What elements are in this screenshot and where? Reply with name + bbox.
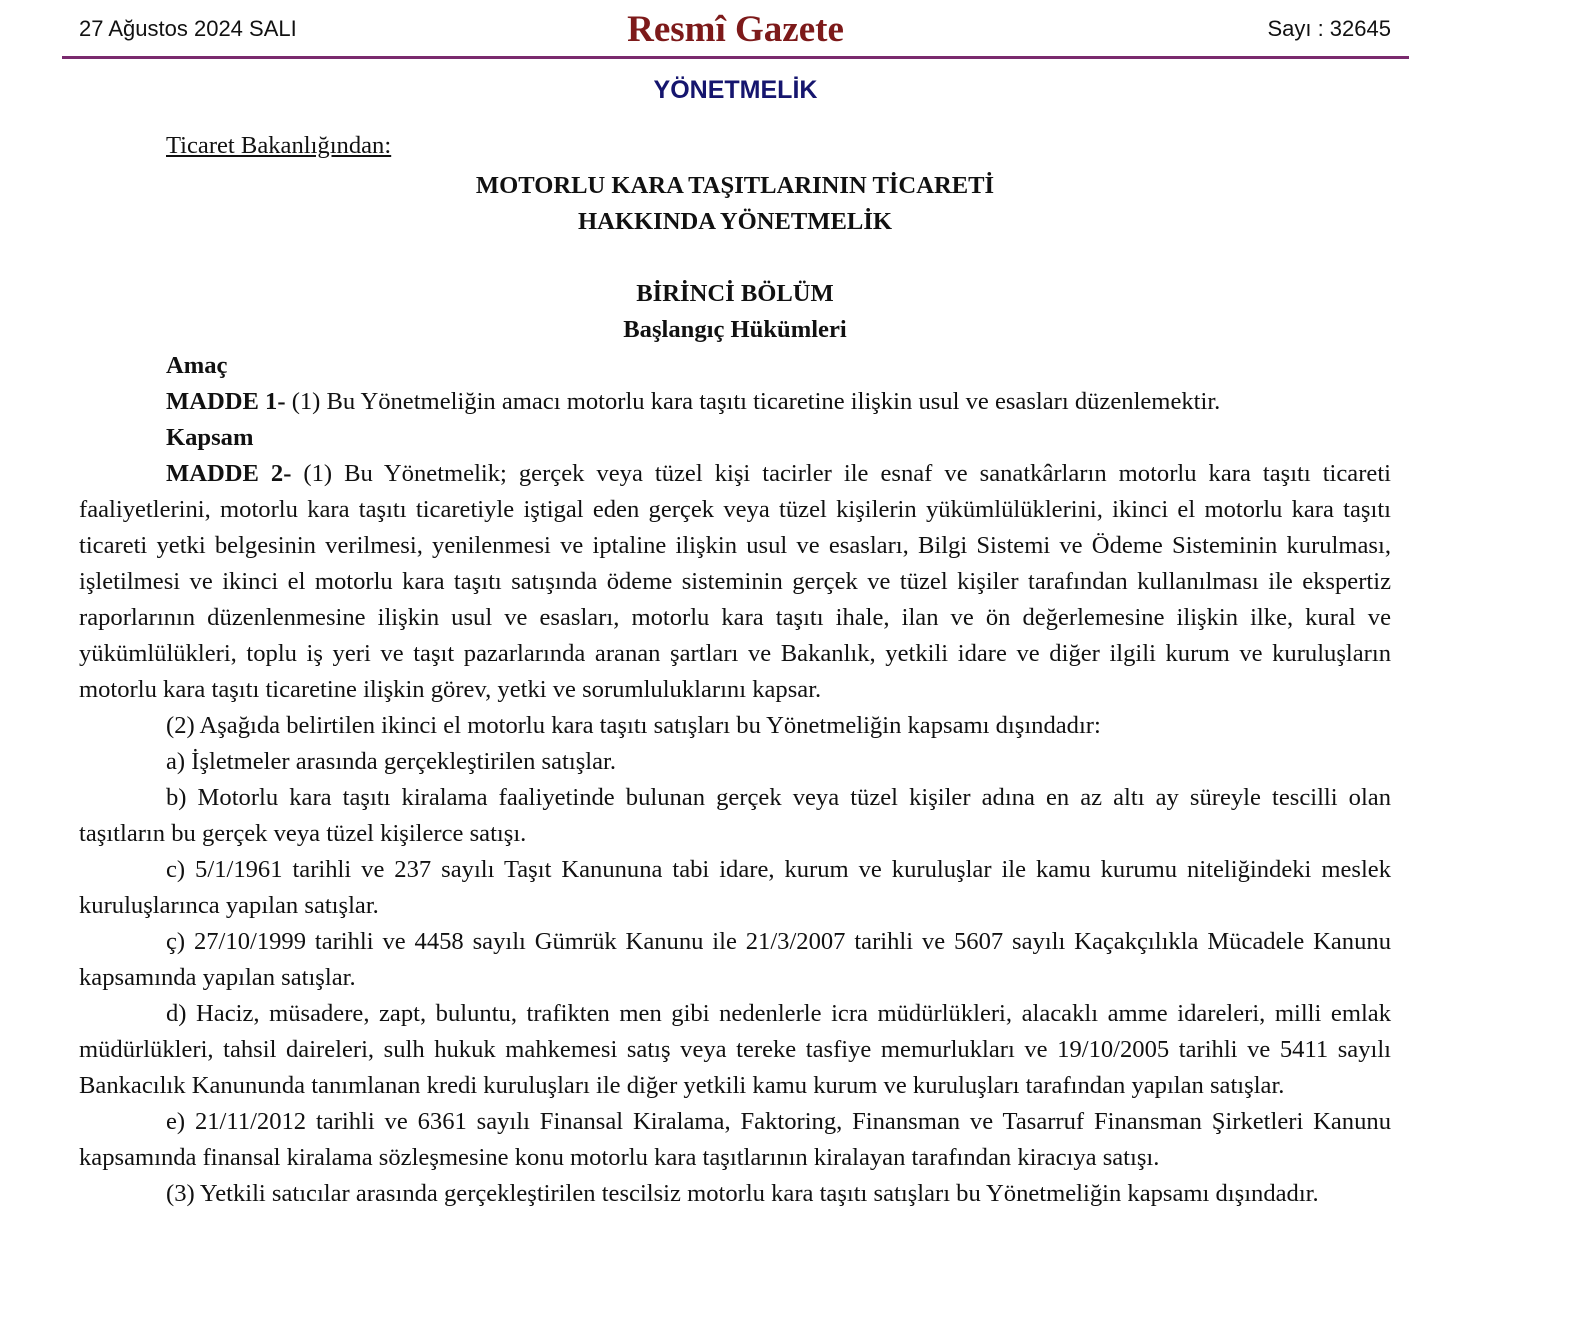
article-2-item-d: d) Haciz, müsadere, zapt, buluntu, trafikten men gibi nedenlerle icra müdürlükleri, alacaklı amme idareleri, milli emlak müdürlükleri, tahsil daireleri, sulh hukuk mahkemesi satış veya tereke tasfiye memurlukları ve 19/10/2005 tarihli ve 5411 sayılı Bankacılık Kanununda tanımlanan kredi kuruluşları ile diğer yetkili kamu kurum ve kuruluşları tarafından yapılan satışlar. — [79, 1000, 1391, 1099]
article-2-paragraph-2: (2) Aşağıda belirtilen ikinci el motorlu kara taşıtı satışları bu Yönetmeliğin kapsamı dışındadır: — [166, 712, 1101, 739]
article-1-label: MADDE 1- — [166, 388, 286, 415]
regulation-title-line1: MOTORLU KARA TAŞITLARININ TİCARETİ — [475, 172, 995, 199]
issue-number: Sayı : 32645 — [1267, 16, 1391, 41]
article-2-item-a: a) İşletmeler arasında gerçekleştirilen satışlar. — [166, 748, 617, 775]
article-2-label: MADDE 2- — [166, 460, 292, 487]
gazette-header — [62, 0, 1409, 59]
article-2-item-b: b) Motorlu kara taşıtı kiralama faaliyetinde bulunan gerçek veya tüzel kişiler adına en az altı ay süreyle tescilli olan taşıtların bu gerçek veya tüzel kişilerce satışı. — [79, 784, 1391, 847]
article-2-item-c: c) 5/1/1961 tarihli ve 237 sayılı Taşıt Kanununa tabi idare, kurum ve kuruluşlar ile kamu kurumu niteliğindeki meslek kuruluşlarınca yapılan satışlar. — [79, 856, 1391, 919]
article-2-paragraph-3: (3) Yetkili satıcılar arasında gerçekleştirilen tescilsiz motorlu kara taşıtı satışları bu Yönetmeliğin kapsamı dışındadır. — [166, 1180, 1319, 1207]
article-1-heading: Amaç — [166, 352, 228, 379]
issuing-ministry: Ticaret Bakanlığından: — [166, 132, 392, 159]
article-2-paragraph-1 — [79, 456, 1391, 708]
article-2-item-cc: ç) 27/10/1999 tarihli ve 4458 sayılı Gümrük Kanunu ile 21/3/2007 tarihli ve 5607 sayılı Kaçakçılıkla Mücadele Kanunu kapsamında yapılan satışlar. — [79, 928, 1391, 991]
issue-date: 27 Ağustos 2024 SALI — [79, 16, 297, 41]
regulation-title-line2: HAKKINDA YÖNETMELİK — [577, 208, 893, 235]
spacer — [79, 240, 1391, 276]
article-2-item-e: e) 21/11/2012 tarihli ve 6361 sayılı Finansal Kiralama, Faktoring, Finansman ve Tasarruf Finansman Şirketleri Kanunu kapsamında finansal kiralama sözleşmesine konu motorlu kara taşıtlarının kiralayan tarafından kiracıya satışı. — [79, 1108, 1391, 1171]
article-1-text: (1) Bu Yönetmeliğin amacı motorlu kara taşıtı ticaretine ilişkin usul ve esasları düzenlemektir. — [285, 388, 1221, 415]
part-name: Başlangıç Hükümleri — [623, 316, 847, 343]
gazette-title: Resmî Gazete — [627, 9, 844, 50]
article-2-heading: Kapsam — [166, 424, 254, 451]
section-type: YÖNETMELİK — [653, 76, 818, 104]
part-number: BİRİNCİ BÖLÜM — [636, 280, 834, 307]
article-1-paragraph — [79, 384, 1391, 420]
document-body — [79, 128, 1391, 1212]
article-2-text: (1) Bu Yönetmelik; gerçek veya tüzel kişi tacirler ile esnaf ve sanatkârların motorlu kara taşıtı ticareti faaliyetlerini, motorlu kara taşıtı ticaretiyle iştigal eden gerçek veya tüzel kişilerin yükümlülüklerini, ikinci el motorlu kara taşıtı ticareti yetki belgesinin verilmesi, yenilenmesi ve iptaline ilişkin usul ve esasları, Bilgi Sistemi ve Ödeme Sisteminin kurulması, işletilmesi ve ikinci el motorlu kara taşıtı satışında ödeme sisteminin gerçek ve tüzel kişiler tarafından kullanılması ile ekspertiz raporlarının düzenlenmesine ilişkin usul ve esasları, motorlu kara taşıtı ihale, ilan ve ön değerlemesine ilişkin ilke, kural ve yükümlülükleri, toplu iş yeri ve taşıt pazarlarında aranan şartları ve Bakanlık, yetkili idare ve diğer ilgili kurum ve kuruluşların motorlu kara taşıtı ticaretine ilişkin görev, yetki ve sorumluluklarını kapsar. — [79, 460, 1391, 703]
